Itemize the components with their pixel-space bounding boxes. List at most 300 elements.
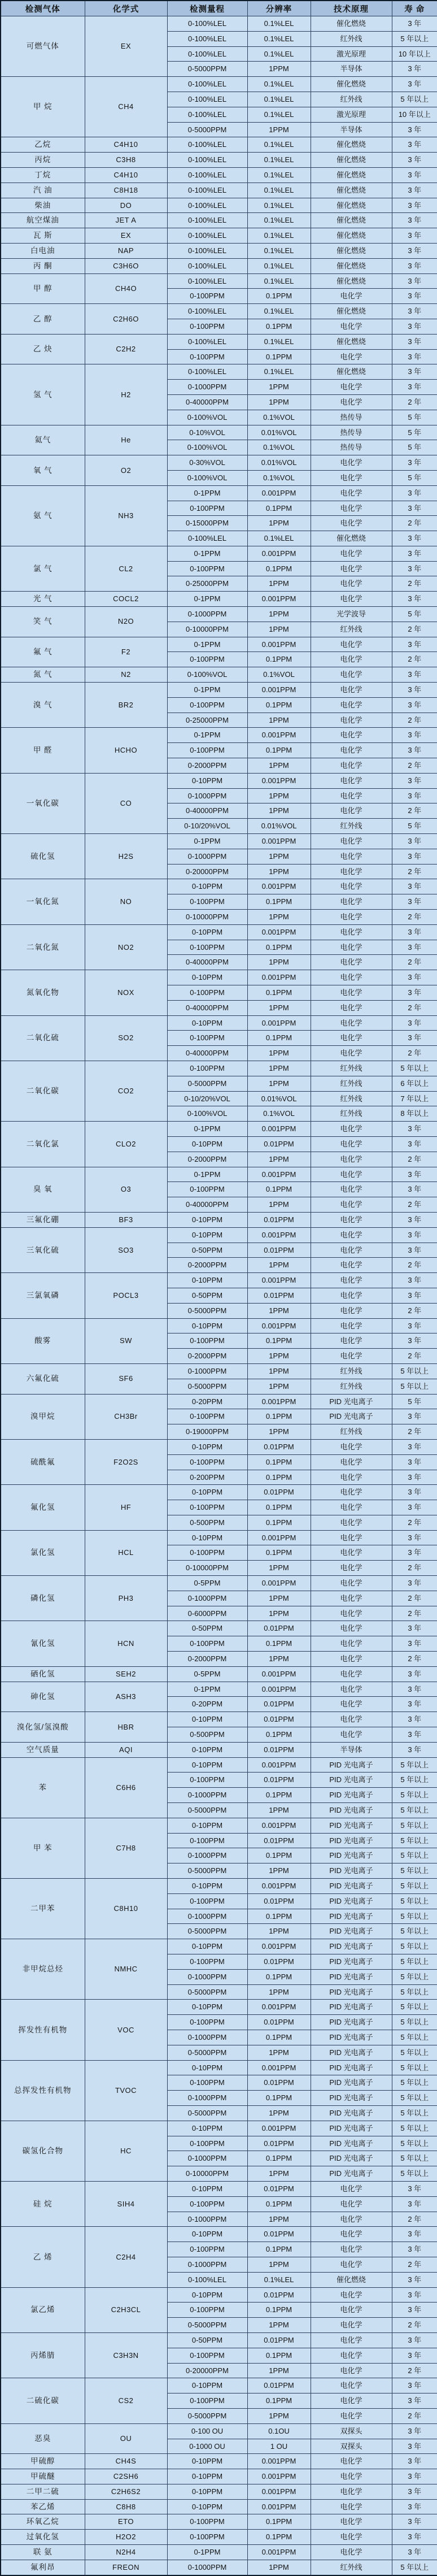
lifespan-cell: 3 年 [392, 1485, 437, 1500]
resolution-cell: 1PPM [247, 1152, 311, 1167]
table-row [1, 485, 437, 501]
table-row [1, 364, 437, 380]
lifespan-cell: 5 年以上 [392, 1984, 437, 2000]
table-row [1, 2423, 437, 2439]
formula-cell: O3 [85, 1167, 167, 1212]
range-cell: 0-100PPM [167, 743, 247, 758]
principle-cell: PID 光电离子 [311, 1924, 392, 1939]
principle-cell: PID 光电离子 [311, 1893, 392, 1909]
range-cell: 0-10PPM [167, 1742, 247, 1757]
range-cell: 0-1PPM [167, 2545, 247, 2560]
principle-cell: 半导体 [311, 62, 392, 77]
lifespan-cell: 5 年以上 [392, 1863, 437, 1879]
resolution-cell: 0.1%VOL [247, 1106, 311, 1122]
gas-name-cell: 二氧化碳 [1, 1061, 85, 1121]
lifespan-cell: 5 年 [392, 410, 437, 425]
table-row [1, 1879, 437, 1894]
gas-name-cell: 碳氢化合物 [1, 2121, 85, 2181]
gas-name-cell: 二甲二硫 [1, 2484, 85, 2499]
formula-cell: FREON [85, 2560, 167, 2575]
principle-cell: 电化学 [311, 758, 392, 774]
lifespan-cell: 3 年 [392, 1288, 437, 1303]
resolution-cell: 0.1%LEL [247, 258, 311, 273]
formula-cell: C8H10 [85, 1879, 167, 1939]
formula-cell: NO2 [85, 924, 167, 970]
lifespan-cell: 5 年以上 [392, 1379, 437, 1394]
principle-cell: 电化学 [311, 1212, 392, 1227]
lifespan-cell: 2 年 [392, 1591, 437, 1606]
gas-name-cell: 甲 烷 [1, 77, 85, 137]
table-row [1, 2454, 437, 2469]
principle-cell: 催化燃烧 [311, 198, 392, 213]
lifespan-cell: 3 年 [392, 304, 437, 319]
table-row [1, 213, 437, 228]
principle-cell: 电化学 [311, 455, 392, 471]
lifespan-cell: 3 年 [392, 561, 437, 576]
lifespan-cell: 5 年以上 [392, 1848, 437, 1863]
range-cell: 0-100PPM [167, 1833, 247, 1848]
principle-cell: 电化学 [311, 2303, 392, 2318]
resolution-cell: 0.001PPM [247, 1576, 311, 1591]
resolution-cell: 0.1PPM [247, 2514, 311, 2530]
lifespan-cell: 2 年 [392, 1515, 437, 1530]
resolution-cell: 0.01%VOL [247, 819, 311, 834]
resolution-cell: 1PPM [247, 394, 311, 410]
table-row [1, 1576, 437, 1591]
lifespan-cell: 3 年 [392, 1439, 437, 1454]
gas-name-cell: 丙 酮 [1, 258, 85, 273]
lifespan-cell: 2 年 [392, 910, 437, 925]
lifespan-cell: 5 年以上 [392, 2560, 437, 2575]
principle-cell: 热传导 [311, 410, 392, 425]
lifespan-cell: 2 年 [392, 2318, 437, 2333]
gas-name-cell: 可燃气体 [1, 16, 85, 77]
range-cell: 0-100%LEL [167, 531, 247, 546]
range-cell: 0-25000PPM [167, 713, 247, 728]
resolution-cell: 0.1PPM [247, 319, 311, 334]
formula-cell: CS2 [85, 2378, 167, 2423]
principle-cell: 电化学 [311, 1727, 392, 1743]
formula-cell: AQI [85, 1742, 167, 1757]
lifespan-cell: 3 年 [392, 2242, 437, 2257]
formula-cell: CH3Br [85, 1394, 167, 1439]
range-cell: 0-100PPM [167, 1500, 247, 1515]
lifespan-cell: 3 年 [392, 2303, 437, 2318]
lifespan-cell: 3 年 [392, 183, 437, 198]
lifespan-cell: 5 年以上 [392, 2045, 437, 2060]
principle-cell: 电化学 [311, 1182, 392, 1197]
resolution-cell: 1PPM [247, 1424, 311, 1440]
range-cell: 0-10PPM [167, 1712, 247, 1727]
lifespan-cell: 2 年 [392, 1606, 437, 1621]
lifespan-cell: 3 年 [392, 2484, 437, 2499]
principle-cell: 催化燃烧 [311, 243, 392, 258]
lifespan-cell: 3 年 [392, 1212, 437, 1227]
lifespan-cell: 5 年以上 [392, 1969, 437, 1984]
resolution-cell: 0.1%LEL [247, 153, 311, 168]
resolution-cell: 1PPM [247, 910, 311, 925]
formula-cell: BR2 [85, 683, 167, 728]
range-cell: 0-100%LEL [167, 183, 247, 198]
gas-name-cell: 联 氨 [1, 2545, 85, 2560]
range-cell: 0-10PPM [167, 1227, 247, 1243]
range-cell: 0-100%LEL [167, 198, 247, 213]
table-row [1, 1621, 437, 1636]
range-cell: 0-100PPM [167, 985, 247, 1001]
lifespan-cell: 2 年 [392, 1197, 437, 1213]
lifespan-cell: 10 年以上 [392, 46, 437, 62]
principle-cell: 电化学 [311, 1318, 392, 1333]
resolution-cell: 0.1PPM [247, 2091, 311, 2106]
range-cell: 0-6000PPM [167, 1606, 247, 1621]
gas-name-cell: 苯乙烯 [1, 2499, 85, 2514]
lifespan-cell: 2 年 [392, 1424, 437, 1440]
table-row [1, 243, 437, 258]
resolution-cell: 0.1%LEL [247, 16, 311, 32]
table-row [1, 1015, 437, 1031]
lifespan-cell: 3 年 [392, 2499, 437, 2514]
gas-name-cell: 溴甲烷 [1, 1394, 85, 1439]
resolution-cell: 0.1PPM [247, 2303, 311, 2318]
resolution-cell: 0.001PPM [247, 1015, 311, 1031]
resolution-cell: 1 OU [247, 2439, 311, 2454]
resolution-cell: 0.1PPM [247, 561, 311, 576]
lifespan-cell: 2 年 [392, 1152, 437, 1167]
formula-cell: C7H8 [85, 1818, 167, 1878]
principle-cell: 半导体 [311, 1742, 392, 1757]
principle-cell: PID 光电离子 [311, 1879, 392, 1894]
principle-cell: PID 光电离子 [311, 1409, 392, 1424]
principle-cell: PID 光电离子 [311, 1833, 392, 1848]
range-cell: 0-5PPM [167, 1666, 247, 1682]
resolution-cell: 0.1PPM [247, 1500, 311, 1515]
resolution-cell: 1PPM [247, 576, 311, 592]
lifespan-cell: 3 年 [392, 2332, 437, 2348]
resolution-cell: 0.1%LEL [247, 46, 311, 62]
range-cell: 0-100PPM [167, 2075, 247, 2091]
lifespan-cell: 3 年 [392, 1545, 437, 1561]
range-cell: 0-100%LEL [167, 243, 247, 258]
resolution-cell: 0.01PPM [247, 1773, 311, 1788]
principle-cell: 电化学 [311, 2514, 392, 2530]
resolution-cell: 1PPM [247, 2408, 311, 2423]
range-cell: 0-100%LEL [167, 77, 247, 92]
range-cell: 0-10PPM [167, 1318, 247, 1333]
principle-cell: 电化学 [311, 1530, 392, 1545]
range-cell: 0-10/20%VOL [167, 1091, 247, 1106]
lifespan-cell: 2 年 [392, 1258, 437, 1273]
lifespan-cell: 5 年 [392, 470, 437, 485]
lifespan-cell: 2 年 [392, 2212, 437, 2227]
table-row [1, 834, 437, 849]
lifespan-cell: 3 年 [392, 273, 437, 289]
lifespan-cell: 3 年 [392, 334, 437, 349]
range-cell: 0-10PPM [167, 1273, 247, 1288]
gas-name-cell: 乙 醇 [1, 304, 85, 335]
principle-cell: 电化学 [311, 2408, 392, 2423]
lifespan-cell: 3 年 [392, 1530, 437, 1545]
lifespan-cell: 2 年 [392, 1652, 437, 1667]
principle-cell: 电化学 [311, 2378, 392, 2393]
range-cell: 0-100%VOL [167, 667, 247, 683]
resolution-cell: 1PPM [247, 1379, 311, 1394]
principle-cell: 电化学 [311, 470, 392, 485]
range-cell: 0-10PPM [167, 2454, 247, 2469]
lifespan-cell: 3 年 [392, 879, 437, 894]
table-row [1, 607, 437, 622]
principle-cell: 电化学 [311, 2545, 392, 2560]
principle-cell: 红外线 [311, 1076, 392, 1091]
lifespan-cell: 3 年 [392, 2378, 437, 2393]
gas-name-cell: 氯化氢 [1, 1530, 85, 1575]
resolution-cell: 0.1%VOL [247, 667, 311, 683]
formula-cell: NAP [85, 243, 167, 258]
range-cell: 0-5000PPM [167, 1303, 247, 1318]
resolution-cell: 0.1PPM [247, 743, 311, 758]
lifespan-cell: 5 年以上 [392, 2030, 437, 2045]
lifespan-cell: 5 年以上 [392, 1954, 437, 1970]
lifespan-cell: 3 年 [392, 198, 437, 213]
lifespan-cell: 2 年 [392, 1561, 437, 1576]
lifespan-cell: 3 年 [392, 834, 437, 849]
range-cell: 0-10/20%VOL [167, 819, 247, 834]
gas-name-cell: 砷化氢 [1, 1682, 85, 1712]
header-range: 检测量程 [167, 1, 247, 16]
gas-name-cell: 乙烷 [1, 137, 85, 153]
lifespan-cell: 3 年 [392, 319, 437, 334]
lifespan-cell: 5 年以上 [392, 1833, 437, 1848]
resolution-cell: 0.1%LEL [247, 531, 311, 546]
lifespan-cell: 3 年 [392, 2287, 437, 2303]
gas-name-cell: 过氧化氢 [1, 2530, 85, 2545]
range-cell: 0-100%LEL [167, 137, 247, 153]
resolution-cell: 0.01PPM [247, 2227, 311, 2242]
principle-cell: 红外线 [311, 1061, 392, 1076]
range-cell: 0-10PPM [167, 2287, 247, 2303]
principle-cell: 电化学 [311, 1682, 392, 1697]
range-cell: 0-10000PPM [167, 910, 247, 925]
gas-name-cell: 甲硫醇 [1, 2454, 85, 2469]
formula-cell: C2SH6 [85, 2469, 167, 2484]
principle-cell: 催化燃烧 [311, 167, 392, 183]
principle-cell: 激光原理 [311, 46, 392, 62]
principle-cell: PID 光电离子 [311, 1863, 392, 1879]
formula-cell: TVOC [85, 2060, 167, 2121]
range-cell: 0-1PPM [167, 485, 247, 501]
lifespan-cell: 3 年 [392, 985, 437, 1001]
resolution-cell: 0.001PPM [247, 1666, 311, 1682]
lifespan-cell: 3 年 [392, 1136, 437, 1152]
lifespan-cell: 3 年 [392, 62, 437, 77]
resolution-cell: 1PPM [247, 1363, 311, 1379]
principle-cell: 热传导 [311, 425, 392, 440]
lifespan-cell: 3 年 [392, 364, 437, 380]
formula-cell: HCN [85, 1621, 167, 1666]
formula-cell: C3H6O [85, 258, 167, 273]
range-cell: 0-10%VOL [167, 425, 247, 440]
gas-name-cell: 白电油 [1, 243, 85, 258]
table-row [1, 1167, 437, 1182]
gas-name-cell: 一氧化氮 [1, 879, 85, 924]
resolution-cell: 0.1PPM [247, 985, 311, 1001]
principle-cell: 催化燃烧 [311, 531, 392, 546]
resolution-cell: 1PPM [247, 2560, 311, 2575]
formula-cell: C4H10 [85, 167, 167, 183]
resolution-cell: 0.001PPM [247, 1530, 311, 1545]
table-row [1, 2121, 437, 2136]
formula-cell: C3H3N [85, 2332, 167, 2378]
resolution-cell: 0.1%LEL [247, 243, 311, 258]
gas-name-cell: 苯 [1, 1757, 85, 1818]
resolution-cell: 0.001PPM [247, 2454, 311, 2469]
principle-cell: 电化学 [311, 592, 392, 607]
lifespan-cell: 5 年以上 [392, 31, 437, 46]
principle-cell: 催化燃烧 [311, 16, 392, 32]
range-cell: 0-100PPM [167, 289, 247, 304]
table-row [1, 167, 437, 183]
principle-cell: 双探头 [311, 2423, 392, 2439]
principle-cell: 红外线 [311, 1106, 392, 1122]
range-cell: 0-100PPM [167, 2530, 247, 2545]
table-row [1, 1818, 437, 1833]
principle-cell: 红外线 [311, 622, 392, 637]
range-cell: 0-100%LEL [167, 258, 247, 273]
principle-cell: PID 光电离子 [311, 1757, 392, 1773]
table-row [1, 1757, 437, 1773]
resolution-cell: 0.01PPM [247, 1212, 311, 1227]
table-row [1, 1439, 437, 1454]
range-cell: 0-5000PPM [167, 1863, 247, 1879]
table-row [1, 2469, 437, 2484]
table-row [1, 683, 437, 698]
resolution-cell: 0.001PPM [247, 1939, 311, 1954]
lifespan-cell: 3 年 [392, 349, 437, 364]
range-cell: 0-15000PPM [167, 516, 247, 531]
table-row [1, 228, 437, 244]
resolution-cell: 0.1PPM [247, 1333, 311, 1349]
lifespan-cell: 5 年以上 [392, 92, 437, 107]
lifespan-cell: 10 年以上 [392, 107, 437, 122]
table-row [1, 2530, 437, 2545]
range-cell: 0-100PPM [167, 1061, 247, 1076]
principle-cell: 红外线 [311, 2560, 392, 2575]
lifespan-cell: 3 年 [392, 2454, 437, 2469]
lifespan-cell: 3 年 [392, 2272, 437, 2287]
range-cell: 0-5000PPM [167, 1076, 247, 1091]
lifespan-cell: 5 年以上 [392, 1818, 437, 1833]
table-row [1, 183, 437, 198]
principle-cell: 电化学 [311, 1197, 392, 1213]
principle-cell: 电化学 [311, 910, 392, 925]
lifespan-cell: 5 年 [392, 1394, 437, 1409]
gas-name-cell: 氦气 [1, 425, 85, 455]
range-cell: 0-40000PPM [167, 955, 247, 970]
resolution-cell: 0.001PPM [247, 2121, 311, 2136]
lifespan-cell: 5 年以上 [392, 1924, 437, 1939]
formula-cell: EX [85, 16, 167, 77]
principle-cell: 电化学 [311, 1333, 392, 1349]
principle-cell: 红外线 [311, 1363, 392, 1379]
lifespan-cell: 3 年 [392, 592, 437, 607]
formula-cell: BF3 [85, 1212, 167, 1227]
resolution-cell: 0.1%LEL [247, 304, 311, 319]
resolution-cell: 1PPM [247, 1863, 311, 1879]
gas-name-cell: 氨 气 [1, 485, 85, 546]
formula-cell: He [85, 425, 167, 455]
range-cell: 0-40000PPM [167, 1000, 247, 1015]
range-cell: 0-10PPM [167, 1939, 247, 1954]
resolution-cell: 1PPM [247, 788, 311, 803]
formula-cell: H2S [85, 834, 167, 879]
range-cell: 0-500PPM [167, 1515, 247, 1530]
principle-cell: 电化学 [311, 1454, 392, 1470]
formula-cell: C2H6O [85, 304, 167, 335]
principle-cell: 催化燃烧 [311, 213, 392, 228]
range-cell: 0-10PPM [167, 1136, 247, 1152]
lifespan-cell: 3 年 [392, 667, 437, 683]
range-cell: 0-100%VOL [167, 440, 247, 455]
formula-cell: EX [85, 228, 167, 244]
range-cell: 0-1000PPM [167, 607, 247, 622]
principle-cell: 电化学 [311, 394, 392, 410]
table-row [1, 637, 437, 652]
lifespan-cell: 8 年以上 [392, 1106, 437, 1122]
resolution-cell: 0.01PPM [247, 2181, 311, 2196]
principle-cell: 电化学 [311, 849, 392, 864]
table-row [1, 1682, 437, 1697]
formula-cell: COCL2 [85, 592, 167, 607]
gas-name-cell: 挥发性有机物 [1, 2000, 85, 2060]
resolution-cell: 1PPM [247, 1046, 311, 1061]
lifespan-cell: 3 年 [392, 1015, 437, 1031]
range-cell: 0-10PPM [167, 2484, 247, 2499]
lifespan-cell: 3 年 [392, 485, 437, 501]
lifespan-cell: 3 年 [392, 1273, 437, 1288]
formula-cell: C2H3CL [85, 2287, 167, 2332]
range-cell: 0-10PPM [167, 1879, 247, 1894]
resolution-cell: 1PPM [247, 955, 311, 970]
resolution-cell: 0.1%LEL [247, 107, 311, 122]
resolution-cell: 0.001PPM [247, 2060, 311, 2075]
lifespan-cell: 3 年 [392, 546, 437, 561]
lifespan-cell: 2 年 [392, 1303, 437, 1318]
principle-cell: PID 光电离子 [311, 2045, 392, 2060]
principle-cell: PID 光电离子 [311, 2151, 392, 2166]
resolution-cell: 0.1PPM [247, 1788, 311, 1803]
lifespan-cell: 3 年 [392, 213, 437, 228]
resolution-cell: 0.1PPM [247, 1515, 311, 1530]
resolution-cell: 0.01PPM [247, 2015, 311, 2030]
range-cell: 0-100PPM [167, 2393, 247, 2409]
principle-cell: 电化学 [311, 1515, 392, 1530]
gas-name-cell: 空气质量 [1, 1742, 85, 1757]
formula-cell: VOC [85, 2000, 167, 2060]
principle-cell: 电化学 [311, 2287, 392, 2303]
range-cell: 0-10PPM [167, 2378, 247, 2393]
resolution-cell: 1PPM [247, 1803, 311, 1818]
resolution-cell: 1PPM [247, 864, 311, 879]
resolution-cell: 0.01PPM [247, 1136, 311, 1152]
lifespan-cell: 3 年 [392, 683, 437, 698]
lifespan-cell: 3 年 [392, 153, 437, 168]
formula-cell: N2 [85, 667, 167, 683]
principle-cell: 电化学 [311, 1606, 392, 1621]
resolution-cell: 0.1%VOL [247, 440, 311, 455]
resolution-cell: 0.1%VOL [247, 470, 311, 485]
resolution-cell: 0.01%VOL [247, 455, 311, 471]
formula-cell: HC [85, 2121, 167, 2181]
principle-cell: PID 光电离子 [311, 2136, 392, 2151]
